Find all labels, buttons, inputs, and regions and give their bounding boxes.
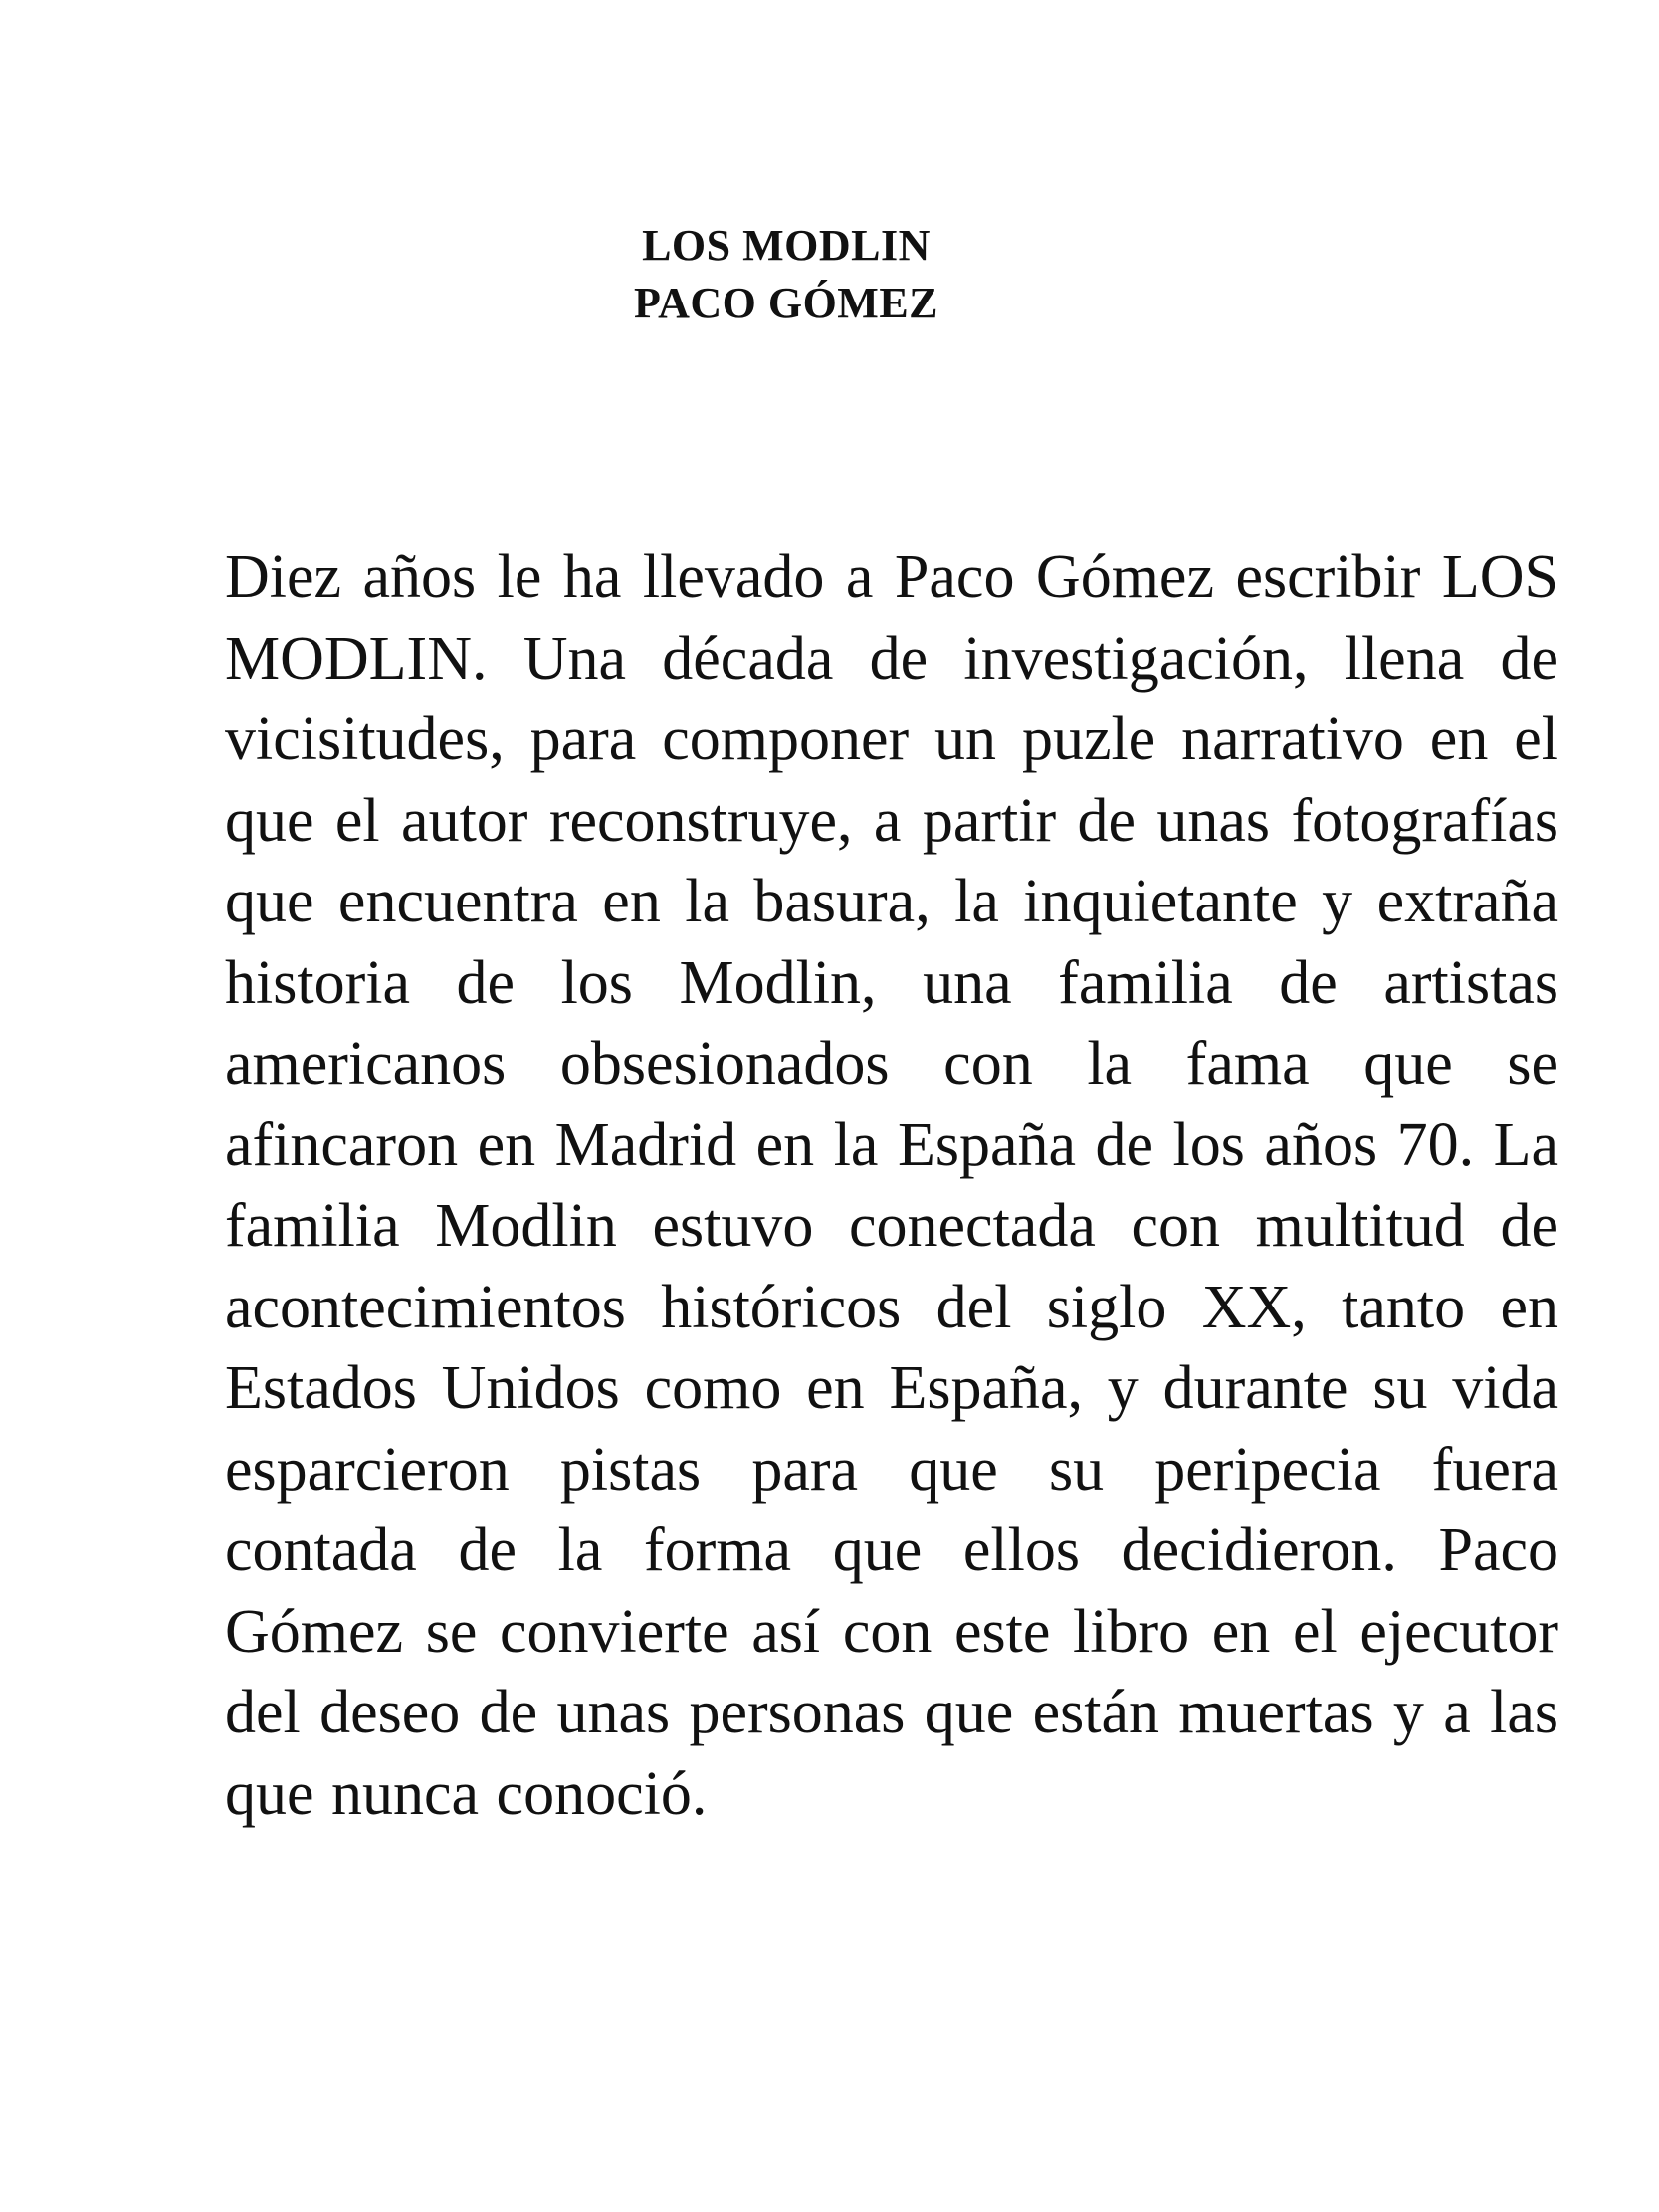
author-name: PACO GÓMEZ <box>633 279 939 327</box>
book-title: LOS MODLIN <box>642 221 931 270</box>
title-block <box>0 217 1572 332</box>
synopsis-paragraph: Diez años le ha llevado a Paco Gómez escribir LOS MODLIN. Una década de investigación, llena de vicisitudes, para componer un puzle narrativo en el que el autor reconstruye, a partir de unas fotografías que encuentra en la basura, la inquietante y extraña historia de los Modlin, una familia de artistas americanos obsesionados con la fama que se afincaron en Madrid en la España de los años 70. La familia Modlin estuvo conectada con multitud de acontecimientos históricos del siglo XX, tanto en Estados Unidos como en España, y durante su vida esparcieron pistas para que su peripecia fuera contada de la forma que ellos decidieron. Paco Gómez se convierte así con este libro en el ejecutor del deseo de unas personas que están muertas y a las que nunca conoció. <box>225 543 1558 1828</box>
